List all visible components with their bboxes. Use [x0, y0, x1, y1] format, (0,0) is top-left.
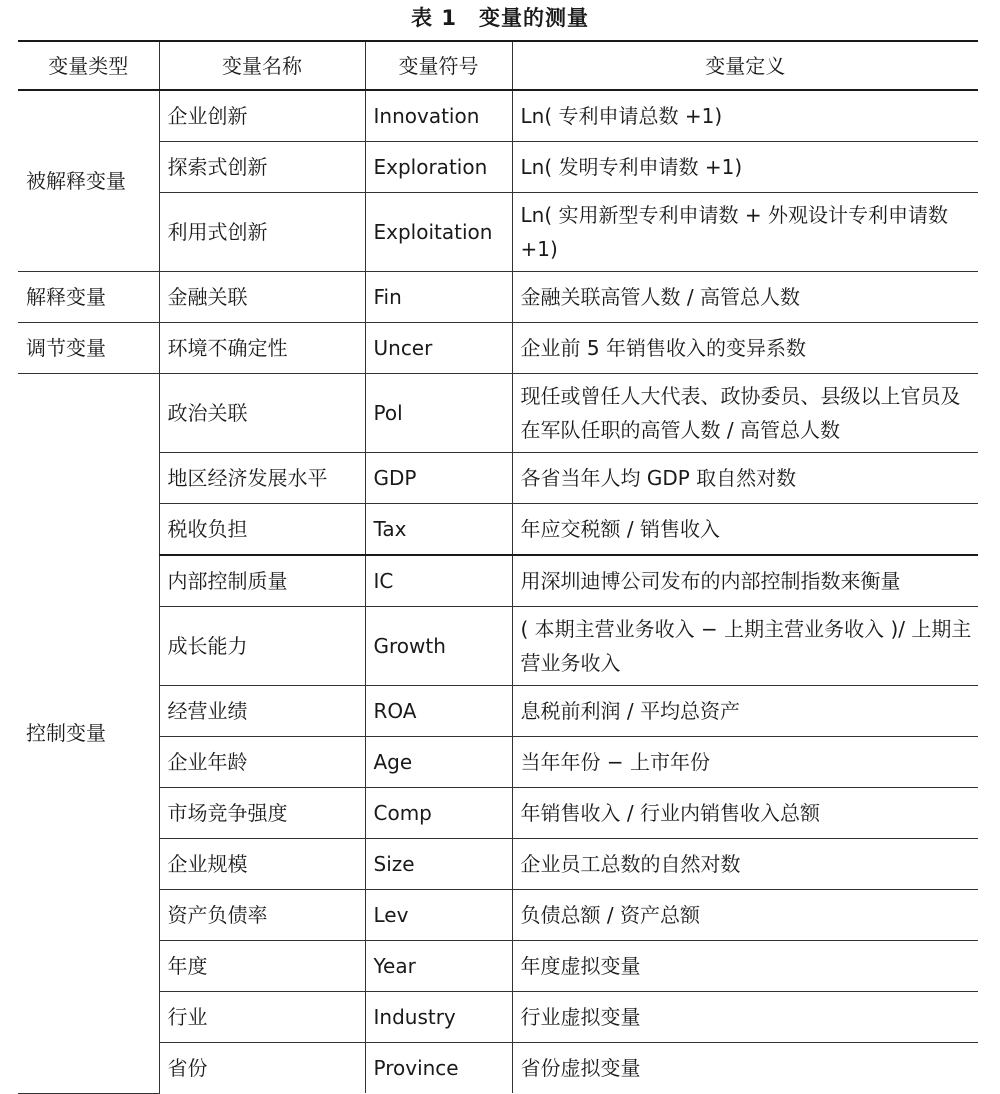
variable-definition-cell: 负债总额 / 资产总额	[512, 890, 978, 941]
variable-symbol-cell: Exploitation	[365, 193, 512, 272]
variable-definition-cell: Ln( 实用新型专利申请数 + 外观设计专利申请数 +1)	[512, 193, 978, 272]
variable-definition-cell: 各省当年人均 GDP 取自然对数	[512, 453, 978, 504]
variable-name-cell: 金融关联	[159, 272, 365, 323]
table-row	[18, 607, 978, 686]
variable-symbol-cell: Pol	[365, 374, 512, 453]
table-row	[18, 839, 978, 890]
variable-definition-cell: Ln( 发明专利申请数 +1)	[512, 142, 978, 193]
variable-definition-cell: 企业前 5 年销售收入的变异系数	[512, 323, 978, 374]
table-row	[18, 941, 978, 992]
variable-name-cell: 税收负担	[159, 504, 365, 556]
variable-measurement-table	[18, 40, 978, 1094]
variable-name-cell: 企业创新	[159, 90, 365, 142]
header-variable-type: 变量类型	[18, 41, 159, 90]
variable-name-cell: 探索式创新	[159, 142, 365, 193]
variable-symbol-cell: IC	[365, 555, 512, 607]
table-row	[18, 272, 978, 323]
table-row	[18, 453, 978, 504]
variable-symbol-cell: Tax	[365, 504, 512, 556]
variable-symbol-cell: Uncer	[365, 323, 512, 374]
variable-type-cell: 被解释变量	[18, 90, 159, 272]
table-header-row	[18, 41, 978, 90]
variable-symbol-cell: Province	[365, 1043, 512, 1094]
variable-symbol-cell: Innovation	[365, 90, 512, 142]
variable-name-cell: 政治关联	[159, 374, 365, 453]
table-row	[18, 1043, 978, 1094]
table-row	[18, 890, 978, 941]
variable-name-cell: 地区经济发展水平	[159, 453, 365, 504]
variable-definition-cell: 年度虚拟变量	[512, 941, 978, 992]
variable-definition-cell: ( 本期主营业务收入 − 上期主营业务收入 )/ 上期主营业务收入	[512, 607, 978, 686]
variable-definition-cell: 当年年份 − 上市年份	[512, 737, 978, 788]
variable-name-cell: 省份	[159, 1043, 365, 1094]
variable-symbol-cell: ROA	[365, 686, 512, 737]
variable-name-cell: 企业年龄	[159, 737, 365, 788]
table-row	[18, 555, 978, 607]
table-row	[18, 737, 978, 788]
variable-symbol-cell: Industry	[365, 992, 512, 1043]
variable-definition-cell: 息税前利润 / 平均总资产	[512, 686, 978, 737]
variable-definition-cell: 省份虚拟变量	[512, 1043, 978, 1094]
variable-type-cell: 控制变量	[18, 374, 159, 1094]
variable-name-cell: 环境不确定性	[159, 323, 365, 374]
variable-symbol-cell: Fin	[365, 272, 512, 323]
variable-symbol-cell: Exploration	[365, 142, 512, 193]
variable-name-cell: 成长能力	[159, 607, 365, 686]
variable-definition-cell: 现任或曾任人大代表、政协委员、县级以上官员及在军队任职的高管人数 / 高管总人数	[512, 374, 978, 453]
table-row	[18, 90, 978, 142]
variable-definition-cell: Ln( 专利申请总数 +1)	[512, 90, 978, 142]
variable-name-cell: 企业规模	[159, 839, 365, 890]
variable-type-cell: 解释变量	[18, 272, 159, 323]
variable-symbol-cell: Lev	[365, 890, 512, 941]
table-row	[18, 992, 978, 1043]
header-variable-name: 变量名称	[159, 41, 365, 90]
variable-symbol-cell: Age	[365, 737, 512, 788]
table-row	[18, 504, 978, 556]
table-row	[18, 323, 978, 374]
variable-name-cell: 内部控制质量	[159, 555, 365, 607]
variable-name-cell: 资产负债率	[159, 890, 365, 941]
variable-name-cell: 经营业绩	[159, 686, 365, 737]
variable-definition-cell: 用深圳迪博公司发布的内部控制指数来衡量	[512, 555, 978, 607]
variable-definition-cell: 行业虚拟变量	[512, 992, 978, 1043]
variable-symbol-cell: Comp	[365, 788, 512, 839]
table-row	[18, 374, 978, 453]
variable-name-cell: 市场竞争强度	[159, 788, 365, 839]
variable-type-cell: 调节变量	[18, 323, 159, 374]
variable-name-cell: 行业	[159, 992, 365, 1043]
variable-symbol-cell: Size	[365, 839, 512, 890]
table-caption: 表 1 变量的测量	[411, 6, 589, 30]
variable-symbol-cell: Growth	[365, 607, 512, 686]
table-row	[18, 193, 978, 272]
variable-definition-cell: 金融关联高管人数 / 高管总人数	[512, 272, 978, 323]
variable-name-cell: 年度	[159, 941, 365, 992]
table-row	[18, 686, 978, 737]
variable-name-cell: 利用式创新	[159, 193, 365, 272]
variable-definition-cell: 企业员工总数的自然对数	[512, 839, 978, 890]
table-row	[18, 788, 978, 839]
variable-symbol-cell: Year	[365, 941, 512, 992]
header-variable-definition: 变量定义	[512, 41, 978, 90]
variable-definition-cell: 年应交税额 / 销售收入	[512, 504, 978, 556]
table-row	[18, 142, 978, 193]
variable-symbol-cell: GDP	[365, 453, 512, 504]
variable-definition-cell: 年销售收入 / 行业内销售收入总额	[512, 788, 978, 839]
header-variable-symbol: 变量符号	[365, 41, 512, 90]
